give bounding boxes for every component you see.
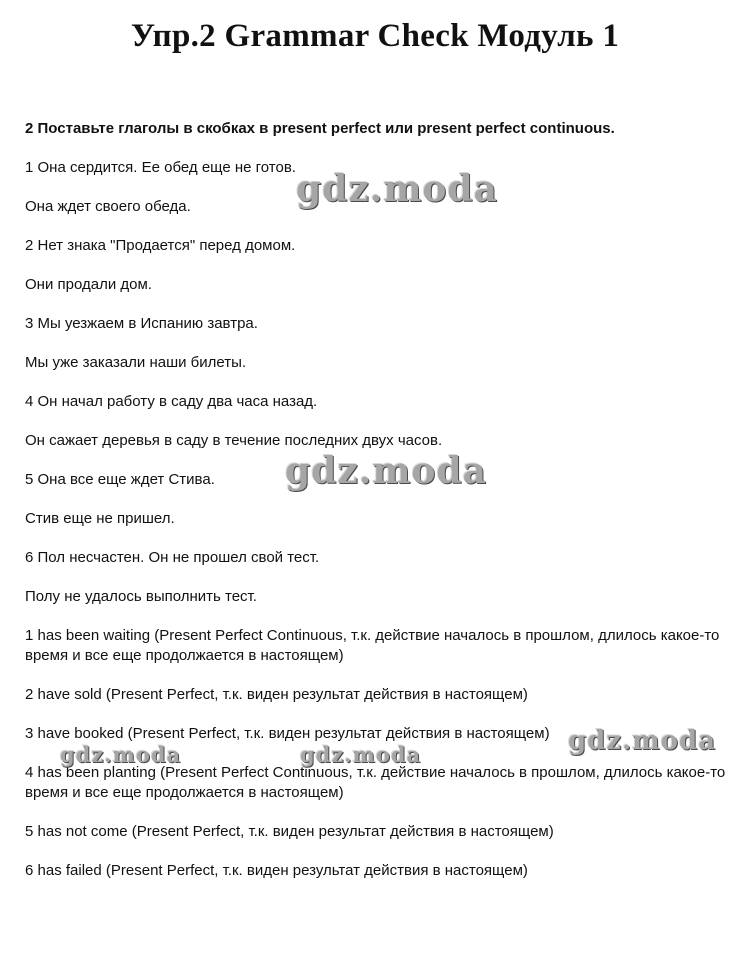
sentence-line: 4 Он начал работу в саду два часа назад.	[25, 393, 318, 410]
sentence-line: Она ждет своего обеда.	[25, 198, 191, 215]
sentence-line: 1 Она сердится. Ее обед еще не готов.	[25, 159, 296, 176]
answer-item: 1 has been waiting (Present Perfect Continuous, т.к. действие началось в прошлом, длилось какое-то время и все еще продолжается в настоящем)	[25, 627, 720, 664]
answer-item: 2 have sold (Present Perfect, т.к. виден результат действия в настоящем)	[25, 686, 528, 703]
sentence-line: Полу не удалось выполнить тест.	[25, 588, 257, 605]
sentence-line: 3 Мы уезжаем в Испанию завтра.	[25, 315, 258, 332]
sentence-line: Они продали дом.	[25, 276, 152, 293]
sentence-line: 5 Она все еще ждет Стива.	[25, 471, 215, 488]
watermark: gdz.moda	[60, 742, 182, 767]
watermark: gdz.moda	[296, 168, 498, 210]
sentence-line: Стив еще не пришел.	[25, 510, 175, 527]
watermark: gdz.moda	[300, 742, 422, 767]
page-title: Упр.2 Grammar Check Модуль 1	[130, 18, 620, 54]
sentence-line: Он сажает деревья в саду в течение последних двух часов.	[25, 432, 443, 449]
watermark: gdz.moda	[285, 450, 487, 492]
task-heading: 2 Поставьте глаголы в скобках в present perfect или present perfect continuous.	[25, 120, 615, 137]
answer-item: 4 has been planting (Present Perfect Continuous, т.к. действие началось в прошлом, длилось какое-то время и все еще продолжается в настоящем)	[25, 764, 726, 801]
sentence-line: 2 Нет знака "Продается" перед домом.	[25, 237, 296, 254]
sentence-line: Мы уже заказали наши билеты.	[25, 354, 247, 371]
document-body	[25, 119, 737, 900]
answer-item: 5 has not come (Present Perfect, т.к. виден результат действия в настоящем)	[25, 823, 554, 840]
sentence-line: 6 Пол несчастен. Он не прошел свой тест.	[25, 549, 320, 566]
answer-item: 6 has failed (Present Perfect, т.к. виден результат действия в настоящем)	[25, 862, 528, 879]
answer-item: 3 have booked (Present Perfect, т.к. виден результат действия в настоящем)	[25, 725, 550, 742]
watermark: gdz.moda	[568, 726, 717, 756]
